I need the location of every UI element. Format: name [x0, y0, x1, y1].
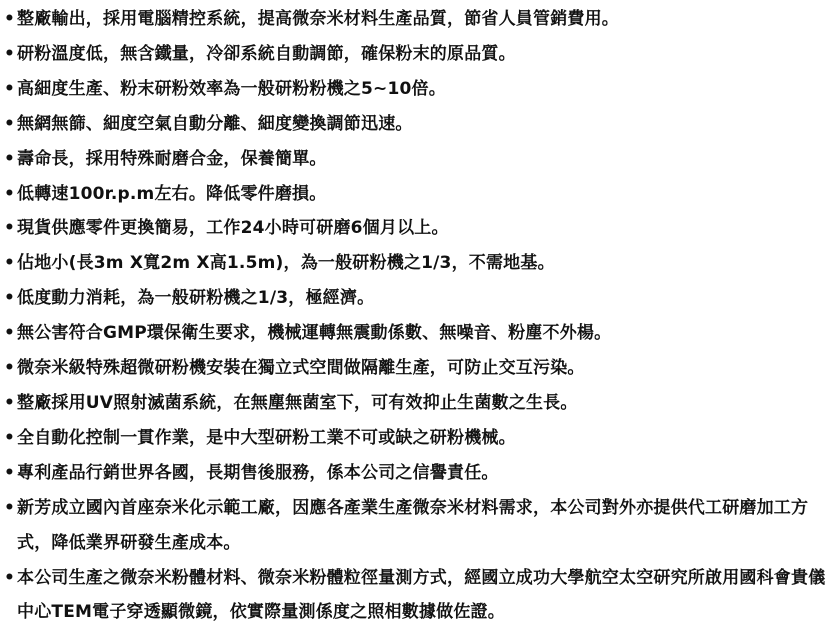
list-item [4, 386, 837, 421]
bullet-icon: • [4, 427, 15, 448]
item-text: 專利產品行銷世界各國，長期售後服務，係本公司之信譽責任。 [17, 462, 499, 483]
bullet-icon: • [4, 392, 15, 413]
list-item [4, 246, 837, 281]
list-item [4, 107, 837, 142]
list-item [4, 37, 837, 72]
list-item [4, 421, 837, 456]
item-text: 整廠採用UV照射滅菌系統，在無塵無菌室下，可有效抑止生菌數之生長。 [17, 392, 578, 413]
bullet-icon: • [4, 148, 15, 169]
list-item [4, 456, 837, 491]
bullet-icon: • [4, 218, 15, 239]
bullet-icon: • [4, 288, 15, 309]
bullet-icon: • [4, 497, 15, 518]
bullet-icon: • [4, 43, 15, 64]
item-text: 低度動力消耗，為一般研粉機之1/3，極經濟。 [17, 288, 375, 309]
bullet-icon: • [4, 323, 15, 344]
list-item [4, 142, 837, 177]
item-text: 壽命長，採用特殊耐磨合金，保養簡單。 [17, 148, 327, 169]
list-item [4, 177, 837, 212]
list-item [4, 316, 837, 351]
item-text: 研粉溫度低，無含鐵量，冷卻系統自動調節，確保粉末的原品質。 [17, 43, 516, 64]
item-text: 無網無篩、細度空氣自動分離、細度變換調節迅速。 [17, 113, 413, 134]
list-item [4, 491, 837, 561]
list-item [4, 72, 837, 107]
item-text: 現貨供應零件更換簡易，工作24小時可研磨6個月以上。 [17, 218, 449, 239]
list-item [4, 561, 837, 631]
item-text: 全自動化控制一貫作業，是中大型研粉工業不可或缺之研粉機械。 [17, 427, 516, 448]
bullet-icon: • [4, 358, 15, 379]
list-item [4, 2, 837, 37]
bullet-icon: • [4, 253, 15, 274]
bullet-icon: • [4, 567, 15, 588]
list-item [4, 211, 837, 246]
item-text: 高細度生產、粉末研粉效率為一般研粉粉機之5~10倍。 [17, 78, 446, 99]
item-text: 佔地小(長3m X寬2m X高1.5m)，為一般研粉機之1/3，不需地基。 [17, 253, 555, 274]
bullet-icon: • [4, 113, 15, 134]
item-text: 新芳成立國內首座奈米化示範工廠，因應各產業生產微奈米材料需求，本公司對外亦提供代工研磨加工方式，降低業界研發生產成本。 [17, 497, 809, 553]
bullet-icon: • [4, 462, 15, 483]
item-text: 微奈米級特殊超微研粉機安裝在獨立式空間做隔離生產，可防止交互污染。 [17, 358, 585, 379]
item-text: 本公司生產之微奈米粉體材料、微奈米粉體粒徑量測方式，經國立成功大學航空太空研究所啟用國科會貴儀中心TEM電子穿透顯微鏡，依實際量測係度之照相數據做佐證。 [17, 567, 826, 623]
item-text: 低轉速100r.p.m左右。降低零件磨損。 [17, 183, 327, 204]
bullet-icon: • [4, 183, 15, 204]
list-item [4, 351, 837, 386]
list-item [4, 281, 837, 316]
bullet-icon: • [4, 78, 15, 99]
bullet-icon: • [4, 9, 15, 29]
item-text: 無公害符合GMP環保衛生要求，機械運轉無震動係數、無噪音、粉塵不外楊。 [17, 323, 612, 344]
item-text: 整廠輸出，採用電腦精控系統，提高微奈米材料生產品質，節省人員管銷費用。 [17, 9, 619, 29]
